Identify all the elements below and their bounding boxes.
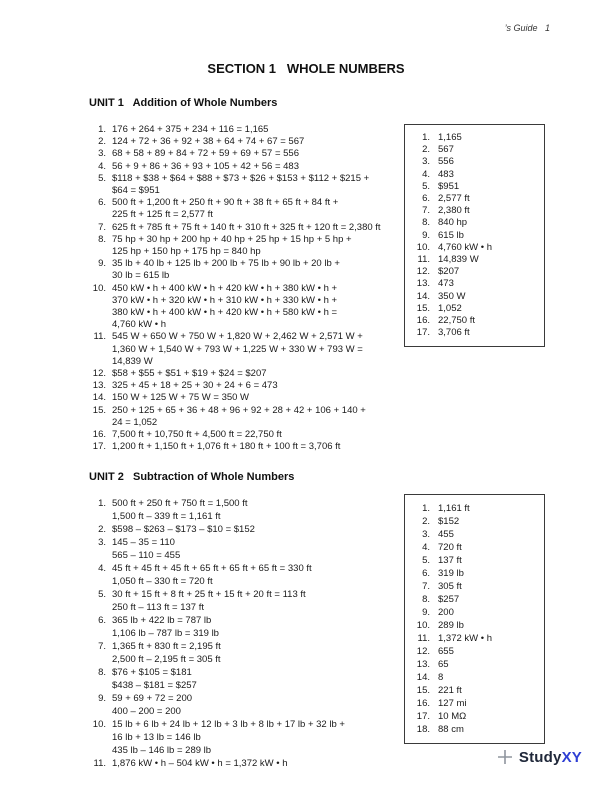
text-line: 1,365 ft + 830 ft = 2,195 ft [112, 641, 221, 652]
item-number: 14. [416, 672, 430, 683]
unit1-problem-item [89, 136, 401, 148]
text-line: 4,760 kW • h [112, 319, 167, 331]
item-number: 11. [93, 758, 106, 769]
unit2-problem-item [89, 536, 401, 562]
unit2-answer-item [414, 684, 540, 697]
item-text [438, 242, 492, 254]
item-text [112, 405, 366, 429]
text-line: 8 [438, 672, 444, 683]
item-text [438, 193, 470, 205]
item-text [438, 144, 454, 156]
item-text [438, 502, 470, 515]
item-text [438, 697, 467, 710]
item-text [112, 173, 369, 197]
text-line: 840 hp [438, 217, 468, 229]
text-line: 88 cm [438, 724, 464, 735]
unit2-answer-box [404, 494, 545, 744]
page-header-right: ’s Guide 1 [504, 23, 550, 33]
item-number: 7. [422, 205, 430, 217]
item-number: 11. [417, 254, 430, 266]
unit2-answer-item [414, 502, 540, 515]
unit2-answer-item [414, 580, 540, 593]
text-line: 1,200 ft + 1,150 ft + 1,076 ft + 180 ft + 100 ft = 3,706 ft [112, 441, 341, 453]
item-text [112, 222, 381, 234]
item-text [438, 181, 459, 193]
unit2-problem-item [89, 757, 401, 770]
unit1-answer-item [414, 205, 540, 217]
unit2-problem-item [89, 614, 401, 640]
text-line: 225 ft + 125 ft = 2,577 ft [112, 209, 213, 221]
unit1-answer-item [414, 144, 540, 156]
text-line: 1,161 ft [438, 503, 470, 514]
text-line: $438 – $181 = $257 [112, 680, 197, 691]
text-line: 1,106 lb – 787 lb = 319 lb [112, 628, 219, 639]
unit1-answer-item [414, 132, 540, 144]
text-line: 137 ft [438, 555, 462, 566]
item-number: 5. [422, 180, 430, 192]
text-line: $257 [438, 594, 460, 605]
item-text [438, 593, 459, 606]
unit2-answer-item [414, 645, 540, 658]
item-text [438, 658, 449, 671]
text-line: 68 + 58 + 89 + 84 + 72 + 59 + 69 + 57 = 556 [112, 148, 299, 160]
text-line: $598 – $263 – $173 – $10 = $152 [112, 524, 255, 535]
item-number: 9. [422, 607, 430, 618]
text-line: 325 + 45 + 18 + 25 + 30 + 24 + 6 = 473 [112, 380, 278, 392]
item-text [438, 515, 459, 528]
unit2-answer-item [414, 554, 540, 567]
item-text [438, 315, 475, 327]
item-number: 12. [416, 646, 430, 657]
unit1-problem-item [89, 148, 401, 160]
item-text [112, 588, 306, 614]
item-text [112, 692, 192, 718]
item-number: 16. [416, 315, 430, 327]
text-line: $64 = $951 [112, 185, 160, 197]
text-line: 1,360 W + 1,540 W + 793 W + 1,225 W + 330 W + 793 W = [112, 343, 363, 355]
item-number: 1. [98, 498, 106, 509]
unit1-problem-item [89, 441, 401, 453]
item-text [438, 541, 462, 554]
unit2-answer-item [414, 515, 540, 528]
text-line: 176 + 264 + 375 + 234 + 116 = 1,165 [112, 124, 269, 135]
unit2-answer-item [414, 567, 540, 580]
unit2-answer-item [414, 619, 540, 632]
text-line: 319 lb [438, 568, 464, 579]
item-number: 7. [422, 581, 430, 592]
text-line: 2,380 ft [438, 205, 470, 217]
unit1-problem-item [89, 161, 401, 173]
unit2-answer-item [414, 710, 540, 723]
item-text [112, 380, 278, 392]
text-line: 1,876 kW • h – 504 kW • h = 1,372 kW • h [112, 758, 288, 769]
text-line: 289 lb [438, 620, 464, 631]
item-text [438, 580, 462, 593]
text-line: 720 ft [438, 542, 462, 553]
text-line: 56 + 9 + 86 + 36 + 93 + 105 + 42 + 56 = 483 [112, 160, 299, 172]
item-number: 8. [98, 667, 106, 678]
unit1-title: UNIT 1 Addition of Whole Numbers [89, 97, 278, 109]
item-number: 6. [98, 615, 106, 626]
text-line: 250 + 125 + 65 + 36 + 48 + 96 + 92 + 28 + 42 + 106 + 140 + [112, 404, 366, 416]
unit1-problem-item [89, 331, 401, 368]
text-line: 2,577 ft [438, 193, 470, 205]
item-text [112, 234, 352, 258]
item-number: 5. [422, 555, 430, 566]
text-line: 380 kW • h + 400 kW • h + 420 kW • h + 580 kW • h = [112, 307, 338, 319]
text-line: 625 ft + 785 ft + 75 ft + 140 ft + 310 ft + 325 ft + 120 ft = 2,380 ft [112, 221, 381, 233]
text-line: 1,372 kW • h [438, 633, 493, 644]
unit1-answer-box [404, 124, 545, 347]
item-text [438, 723, 464, 736]
item-text [438, 684, 462, 697]
item-number: 13. [416, 278, 430, 290]
item-number: 3. [98, 148, 106, 160]
item-number: 17. [416, 327, 430, 339]
item-text [112, 392, 249, 404]
text-line: 567 [438, 144, 454, 156]
item-text [112, 666, 197, 692]
text-line: 370 kW • h + 320 kW • h + 310 kW • h + 330 kW • h + [112, 294, 338, 306]
unit1-problem-list [89, 124, 401, 453]
unit2-answer-item [414, 593, 540, 606]
text-line: $118 + $38 + $64 + $88 + $73 + $26 + $153 + $112 + $215 + [112, 172, 370, 184]
text-line: $951 [438, 180, 460, 192]
unit2-problem-item [89, 562, 401, 588]
text-line: 45 ft + 45 ft + 45 ft + 65 ft + 65 ft + 65 ft = 330 ft [112, 563, 312, 574]
item-number: 18. [416, 724, 430, 735]
unit1-answer-item [414, 242, 540, 254]
unit1-answer-item [414, 230, 540, 242]
text-line: 615 lb [438, 229, 464, 241]
item-text [438, 205, 470, 217]
text-line: 24 = 1,052 [112, 416, 158, 428]
text-line: 500 ft + 250 ft + 750 ft = 1,500 ft [112, 498, 248, 509]
item-text [438, 156, 454, 168]
item-number: 1. [98, 124, 106, 135]
item-number: 4. [422, 542, 430, 553]
item-number: 10. [92, 282, 106, 294]
unit1-answer-item [414, 193, 540, 205]
text-line: 127 mi [438, 698, 467, 709]
item-number: 15. [92, 404, 106, 416]
item-text [112, 523, 255, 536]
unit2-answer-item [414, 606, 540, 619]
unit2-problem-item [89, 588, 401, 614]
text-line: 15 lb + 6 lb + 24 lb + 12 lb + 3 lb + 8 lb + 17 lb + 32 lb + [112, 719, 345, 730]
item-number: 1. [422, 132, 430, 143]
text-line: $76 + $105 = $181 [112, 667, 192, 678]
text-line: 1,500 ft – 339 ft = 1,161 ft [112, 511, 221, 522]
item-number: 11. [93, 331, 106, 343]
unit2-problem-item [89, 718, 401, 757]
text-line: 4,760 kW • h [438, 241, 493, 253]
item-text [112, 197, 338, 221]
unit1-problem-item [89, 368, 401, 380]
item-number: 12. [92, 368, 106, 380]
item-number: 1. [422, 503, 430, 514]
item-number: 2. [98, 524, 106, 535]
text-line: 30 lb = 615 lb [112, 270, 170, 282]
unit2-answer-item [414, 541, 540, 554]
unit1-problem-item [89, 222, 401, 234]
item-number: 9. [98, 258, 106, 270]
item-text [112, 757, 288, 770]
unit2-problem-item [89, 497, 401, 523]
unit1-answer-item [414, 156, 540, 168]
item-text [112, 640, 221, 666]
item-number: 3. [98, 537, 106, 548]
text-line: 435 lb – 146 lb = 289 lb [112, 745, 212, 756]
item-text [112, 536, 180, 562]
unit2-problem-list [89, 497, 401, 770]
text-line: 565 – 110 = 455 [112, 550, 181, 561]
unit2-answer-item [414, 528, 540, 541]
text-line: 145 – 35 = 110 [112, 537, 175, 548]
unit1-answer-item [414, 278, 540, 290]
item-number: 14. [416, 290, 430, 302]
text-line: 124 + 72 + 36 + 92 + 38 + 64 + 74 + 67 = 567 [112, 136, 305, 148]
text-line: 1,050 ft – 330 ft = 720 ft [112, 576, 213, 587]
item-number: 10. [416, 620, 430, 631]
unit2-problem-item [89, 692, 401, 718]
item-number: 8. [422, 594, 430, 605]
unit1-answer-item [414, 217, 540, 229]
unit2-answer-item [414, 723, 540, 736]
item-number: 2. [422, 516, 430, 527]
item-number: 12. [416, 266, 430, 278]
item-text [438, 327, 470, 339]
text-line: 556 [438, 156, 454, 168]
unit2-problem-item [89, 640, 401, 666]
text-line: 305 ft [438, 581, 462, 592]
item-text [438, 671, 443, 684]
item-number: 13. [92, 380, 106, 392]
text-line: $152 [438, 516, 460, 527]
item-text [438, 132, 462, 144]
text-line: 450 kW • h + 400 kW • h + 420 kW • h + 380 kW • h + [112, 282, 338, 294]
item-number: 14. [92, 392, 106, 404]
item-text [112, 124, 268, 136]
item-text [112, 441, 340, 453]
text-line: 14,839 W [438, 254, 479, 266]
logo-text-study: Study [518, 748, 562, 766]
text-line: 22,750 ft [438, 315, 475, 327]
item-number: 7. [98, 641, 106, 652]
text-line: $58 + $55 + $51 + $19 + $24 = $207 [112, 368, 267, 380]
item-number: 6. [422, 568, 430, 579]
studyxy-logo [496, 748, 582, 766]
item-number: 17. [92, 441, 106, 453]
item-text [438, 645, 454, 658]
unit1-answer-item [414, 254, 540, 266]
item-text [112, 331, 363, 368]
item-text [112, 368, 267, 380]
plus-icon [496, 748, 514, 766]
logo-text-xy: XY [561, 748, 582, 766]
item-number: 4. [422, 168, 430, 180]
unit1-problem-item [89, 283, 401, 332]
item-number: 3. [422, 529, 430, 540]
text-line: 150 W + 125 W + 75 W = 350 W [112, 392, 250, 404]
unit1-problem-item [89, 234, 401, 258]
text-line: 365 lb + 422 lb = 787 lb [112, 615, 212, 626]
item-number: 6. [422, 193, 430, 205]
text-line: 1,052 [438, 302, 462, 314]
unit2-problem-item [89, 666, 401, 692]
item-text [438, 303, 462, 315]
item-number: 17. [416, 711, 430, 722]
text-line: 483 [438, 168, 454, 180]
text-line: 1,165 [438, 132, 462, 143]
item-text [438, 606, 454, 619]
item-number: 16. [92, 429, 106, 441]
text-line: 545 W + 650 W + 750 W + 1,820 W + 2,462 W + 2,571 W + [112, 331, 363, 343]
unit1-answer-item [414, 181, 540, 193]
item-number: 7. [98, 221, 106, 233]
text-line: 250 ft – 113 ft = 137 ft [112, 602, 204, 613]
text-line: 75 hp + 30 hp + 200 hp + 40 hp + 25 hp + 15 hp + 5 hp + [112, 233, 352, 245]
unit2-answer-item [414, 671, 540, 684]
item-number: 15. [416, 302, 430, 314]
item-number: 2. [422, 144, 430, 156]
unit2-problem-item [89, 523, 401, 536]
item-text [438, 619, 464, 632]
item-text [438, 567, 464, 580]
item-text [438, 230, 464, 242]
item-number: 9. [98, 693, 106, 704]
unit1-problem-item [89, 124, 401, 136]
text-line: 400 – 200 = 200 [112, 706, 181, 717]
item-number: 4. [98, 563, 106, 574]
text-line: 59 + 69 + 72 = 200 [112, 693, 193, 704]
item-text [438, 710, 466, 723]
text-line: 2,500 ft – 2,195 ft = 305 ft [112, 654, 221, 665]
item-number: 11. [417, 633, 430, 644]
unit2-answer-item [414, 658, 540, 671]
item-text [438, 632, 492, 645]
unit2-answer-item [414, 697, 540, 710]
item-number: 10. [416, 241, 430, 253]
unit1-answer-item [414, 315, 540, 327]
text-line: 7,500 ft + 10,750 ft + 4,500 ft = 22,750 ft [112, 429, 282, 441]
unit1-problem-item [89, 197, 401, 221]
item-text [112, 562, 312, 588]
text-line: 30 ft + 15 ft + 8 ft + 25 ft + 15 ft + 20 ft = 113 ft [112, 589, 306, 600]
text-line: 65 [438, 659, 449, 670]
text-line: 500 ft + 1,200 ft + 250 ft + 90 ft + 38 ft + 65 ft + 84 ft + [112, 197, 339, 209]
text-line: 350 W [438, 290, 466, 302]
logo-text [519, 749, 582, 766]
text-line: 655 [438, 646, 454, 657]
item-number: 9. [422, 229, 430, 241]
item-text [112, 283, 337, 332]
text-line: 10 MΩ [438, 711, 467, 722]
text-line: 473 [438, 278, 454, 290]
item-text [438, 278, 454, 290]
item-text [112, 161, 299, 173]
item-text [112, 614, 219, 640]
unit1-answer-item [414, 327, 540, 339]
text-line: 221 ft [438, 685, 462, 696]
item-text [112, 429, 282, 441]
unit1-problem-item [89, 392, 401, 404]
item-number: 16. [416, 698, 430, 709]
text-line: 125 hp + 150 hp + 175 hp = 840 hp [112, 246, 261, 258]
text-line: 14,839 W [112, 355, 153, 367]
item-number: 8. [422, 217, 430, 229]
unit2-answer-item [414, 632, 540, 645]
item-number: 5. [98, 172, 106, 184]
item-text [112, 258, 340, 282]
item-number: 4. [98, 160, 106, 172]
text-line: 16 lb + 13 lb = 146 lb [112, 732, 201, 743]
item-text [438, 266, 459, 278]
item-number: 15. [416, 685, 430, 696]
unit1-problem-item [89, 429, 401, 441]
item-text [112, 497, 247, 523]
text-line: $207 [438, 266, 460, 278]
unit1-problem-item [89, 173, 401, 197]
item-text [438, 217, 467, 229]
text-line: 3,706 ft [438, 327, 470, 339]
item-text [438, 554, 462, 567]
item-text [438, 254, 479, 266]
item-number: 8. [98, 233, 106, 245]
item-number: 3. [422, 156, 430, 168]
item-text [438, 528, 454, 541]
item-number: 2. [98, 136, 106, 148]
item-number: 5. [98, 589, 106, 600]
text-line: 35 lb + 40 lb + 125 lb + 200 lb + 75 lb + 90 lb + 20 lb + [112, 258, 340, 270]
item-number: 13. [416, 659, 430, 670]
item-text [438, 169, 454, 181]
section-title: SECTION 1 WHOLE NUMBERS [207, 61, 405, 76]
item-number: 6. [98, 197, 106, 209]
item-text [438, 291, 465, 303]
item-number: 10. [92, 719, 106, 730]
unit1-answer-item [414, 266, 540, 278]
unit1-problem-item [89, 405, 401, 429]
unit1-problem-item [89, 258, 401, 282]
item-text [112, 718, 345, 757]
text-line: 455 [438, 529, 454, 540]
item-text [112, 148, 299, 160]
text-line: 200 [438, 607, 454, 618]
item-text [112, 136, 304, 148]
unit1-answer-item [414, 169, 540, 181]
unit2-title: UNIT 2 Subtraction of Whole Numbers [89, 471, 295, 483]
unit1-problem-item [89, 380, 401, 392]
unit1-answer-item [414, 291, 540, 303]
unit1-answer-item [414, 303, 540, 315]
